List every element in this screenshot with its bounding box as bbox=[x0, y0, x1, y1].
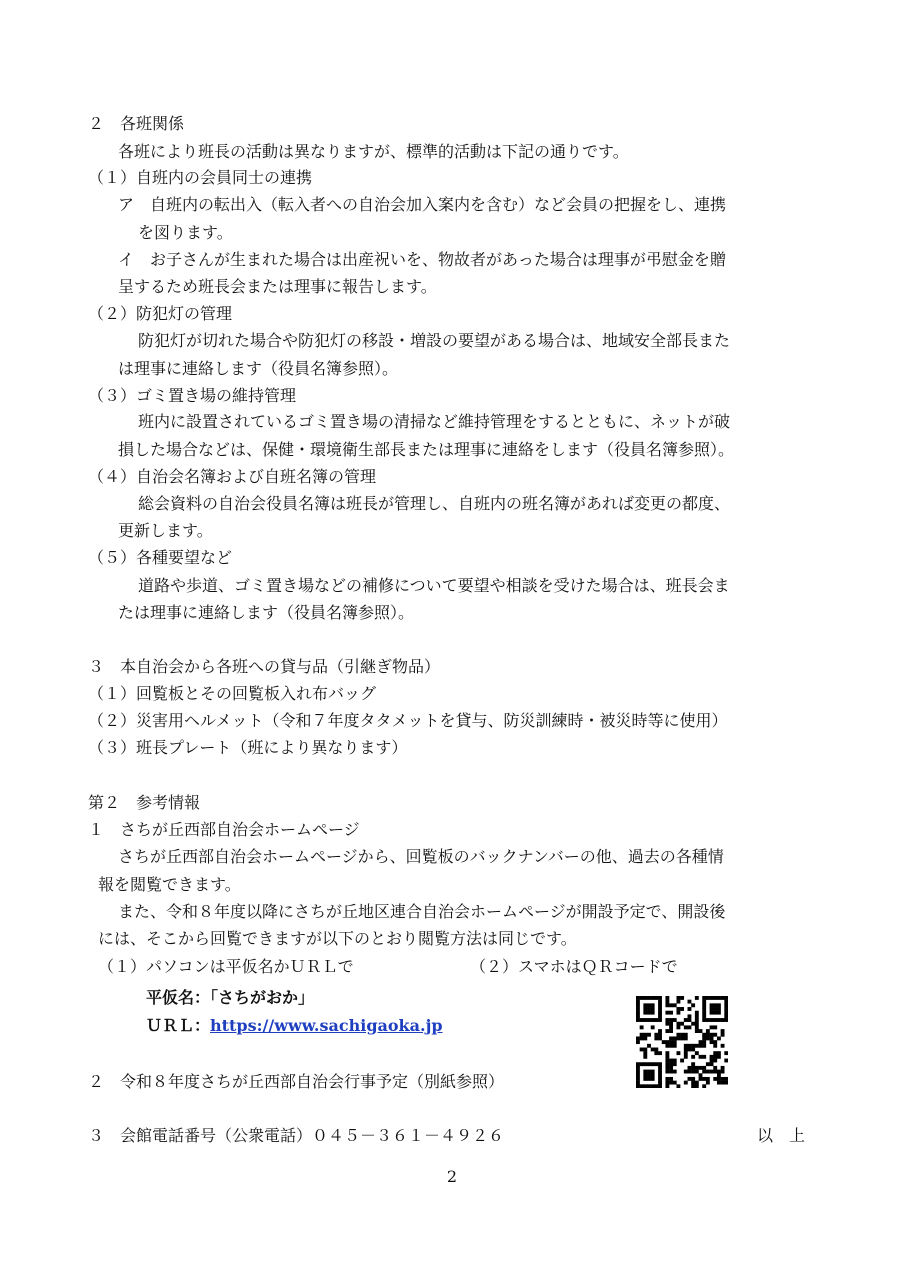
access-smartphone-label: （２）スマホはＱＲコードで bbox=[470, 957, 678, 976]
section-heading-loan-items: ３ 本自治会から各班への貸与品（引継ぎ物品） bbox=[88, 657, 441, 676]
closing-mark: 以 上 bbox=[757, 1126, 806, 1145]
page-number: 2 bbox=[446, 1167, 458, 1186]
loan-item-3: （３）班長プレート（班により異なります） bbox=[88, 738, 408, 757]
access-pc-label: （１）パソコンは平仮名かＵＲＬで bbox=[98, 957, 354, 976]
loan-item-1: （１）回覧板とその回覧板入れ布バッグ bbox=[88, 684, 377, 703]
qr-code-icon[interactable] bbox=[636, 996, 728, 1088]
para-3-line1: 班内に設置されているゴミ置き場の清掃など維持管理をするとともに、ネットが破 bbox=[138, 412, 731, 431]
para-2-line2: は理事に連絡します（役員名簿参照）。 bbox=[118, 359, 399, 378]
subheading-1: （１）自班内の会員同士の連携 bbox=[88, 168, 313, 187]
item-i-line1: イ お子さんが生まれた場合は出産祝いを、物故者があった場合は理事が弔慰金を贈 bbox=[118, 250, 726, 269]
phone-number-item: ３ 会館電話番号（公衆電話）０４５－３６１－４９２６ bbox=[88, 1126, 505, 1145]
item-a-line2: を図ります。 bbox=[138, 223, 233, 242]
subheading-3: （３）ゴミ置き場の維持管理 bbox=[88, 386, 297, 405]
para-4-line2: 更新します。 bbox=[118, 521, 213, 540]
homepage-para2-line2: には、そこから回覧できますが以下のとおり閲覧方法は同じです。 bbox=[98, 929, 577, 948]
loan-item-2: （２）災害用ヘルメット（令和７年度タタメットを貸与、防災訓練時・被災時等に使用） bbox=[88, 711, 728, 730]
homepage-link[interactable]: https://www.sachigaoka.jp bbox=[210, 1016, 443, 1035]
event-schedule-item: ２ 令和８年度さちが丘西部自治会行事予定（別紙参照） bbox=[88, 1072, 505, 1091]
homepage-para2-line1: また、令和８年度以降にさちが丘地区連合自治会ホームページが開設予定で、開設後 bbox=[118, 902, 726, 921]
item-a-line1: ア 自班内の転出入（転入者への自治会加入案内を含む）など会員の把握をし、連携 bbox=[118, 195, 727, 214]
para-2-line1: 防犯灯が切れた場合や防犯灯の移設・増設の要望がある場合は、地域安全部長また bbox=[138, 331, 731, 350]
para-5-line1: 道路や歩道、ゴミ置き場などの補修について要望や相談を受けた場合は、班長会ま bbox=[138, 576, 730, 595]
homepage-para1-line1: さちが丘西部自治会ホームページから、回覧板のバックナンバーの他、過去の各種情 bbox=[118, 847, 724, 866]
para-4-line1: 総会資料の自治会役員名簿は班長が管理し、自班内の班名簿があれば変更の都度、 bbox=[138, 494, 731, 513]
hiragana-name: 平仮名：「さちがおか」 bbox=[146, 988, 315, 1007]
subheading-2: （２）防犯灯の管理 bbox=[88, 304, 233, 323]
subheading-homepage: １ さちが丘西部自治会ホームページ bbox=[88, 820, 360, 839]
section-heading-han-relations: ２ 各班関係 bbox=[88, 114, 185, 133]
homepage-para1-line2: 報を閲覧できます。 bbox=[98, 875, 241, 894]
subheading-4: （４）自治会名簿および自班名簿の管理 bbox=[88, 467, 377, 486]
paragraph-intro: 各班により班長の活動は異なりますが、標準的活動は下記の通りです。 bbox=[118, 142, 629, 161]
item-i-line2: 呈するため班長会または理事に報告します。 bbox=[118, 277, 437, 296]
chapter-heading-reference: 第２ 参考情報 bbox=[88, 793, 201, 812]
para-5-line2: たは理事に連絡します（役員名簿参照）。 bbox=[118, 603, 415, 622]
subheading-5: （５）各種要望など bbox=[88, 548, 233, 567]
url-prefix: ＵＲＬ： bbox=[146, 1016, 211, 1035]
para-3-line2: 損した場合などは、保健・環境衛生部長または理事に連絡をします（役員名簿参照）。 bbox=[118, 440, 735, 459]
url-label bbox=[146, 1016, 443, 1036]
